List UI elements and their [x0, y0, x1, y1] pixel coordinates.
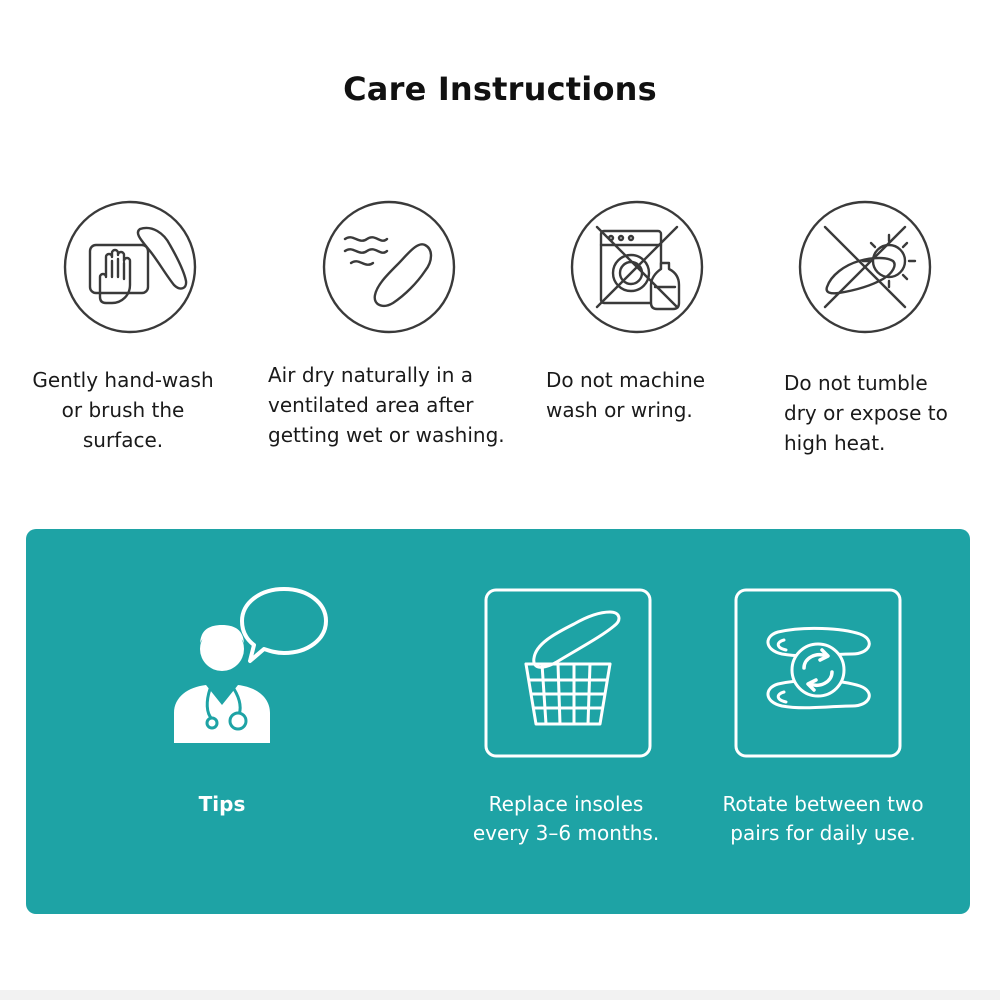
rotate-pairs-icon: [734, 588, 902, 758]
tip-text-replace: Replace insoles every 3–6 months.: [472, 792, 660, 845]
care-text-hand-wash: Gently hand-wash or brush the surface.: [32, 368, 214, 452]
tips-panel: [26, 529, 970, 914]
replace-insole-icon: [484, 588, 652, 758]
no-heat-icon: [797, 199, 933, 335]
care-text-air-dry: Air dry naturally in a ventilated area after getting wet or washing.: [268, 363, 505, 447]
page-title: Care Instructions: [343, 70, 657, 108]
hand-wash-icon: [62, 199, 198, 335]
doctor-tips-icon: [172, 585, 332, 749]
care-text-no-heat: Do not tumble dry or expose to high heat.: [784, 371, 948, 455]
no-machine-wash-icon: [569, 199, 705, 335]
tip-text-rotate: Rotate between two pairs for daily use.: [722, 792, 924, 845]
air-dry-icon: [321, 199, 457, 335]
tips-label: Tips: [198, 792, 246, 816]
care-text-no-machine-wash: Do not machine wash or wring.: [546, 368, 706, 422]
bottom-divider: [0, 990, 1000, 1000]
